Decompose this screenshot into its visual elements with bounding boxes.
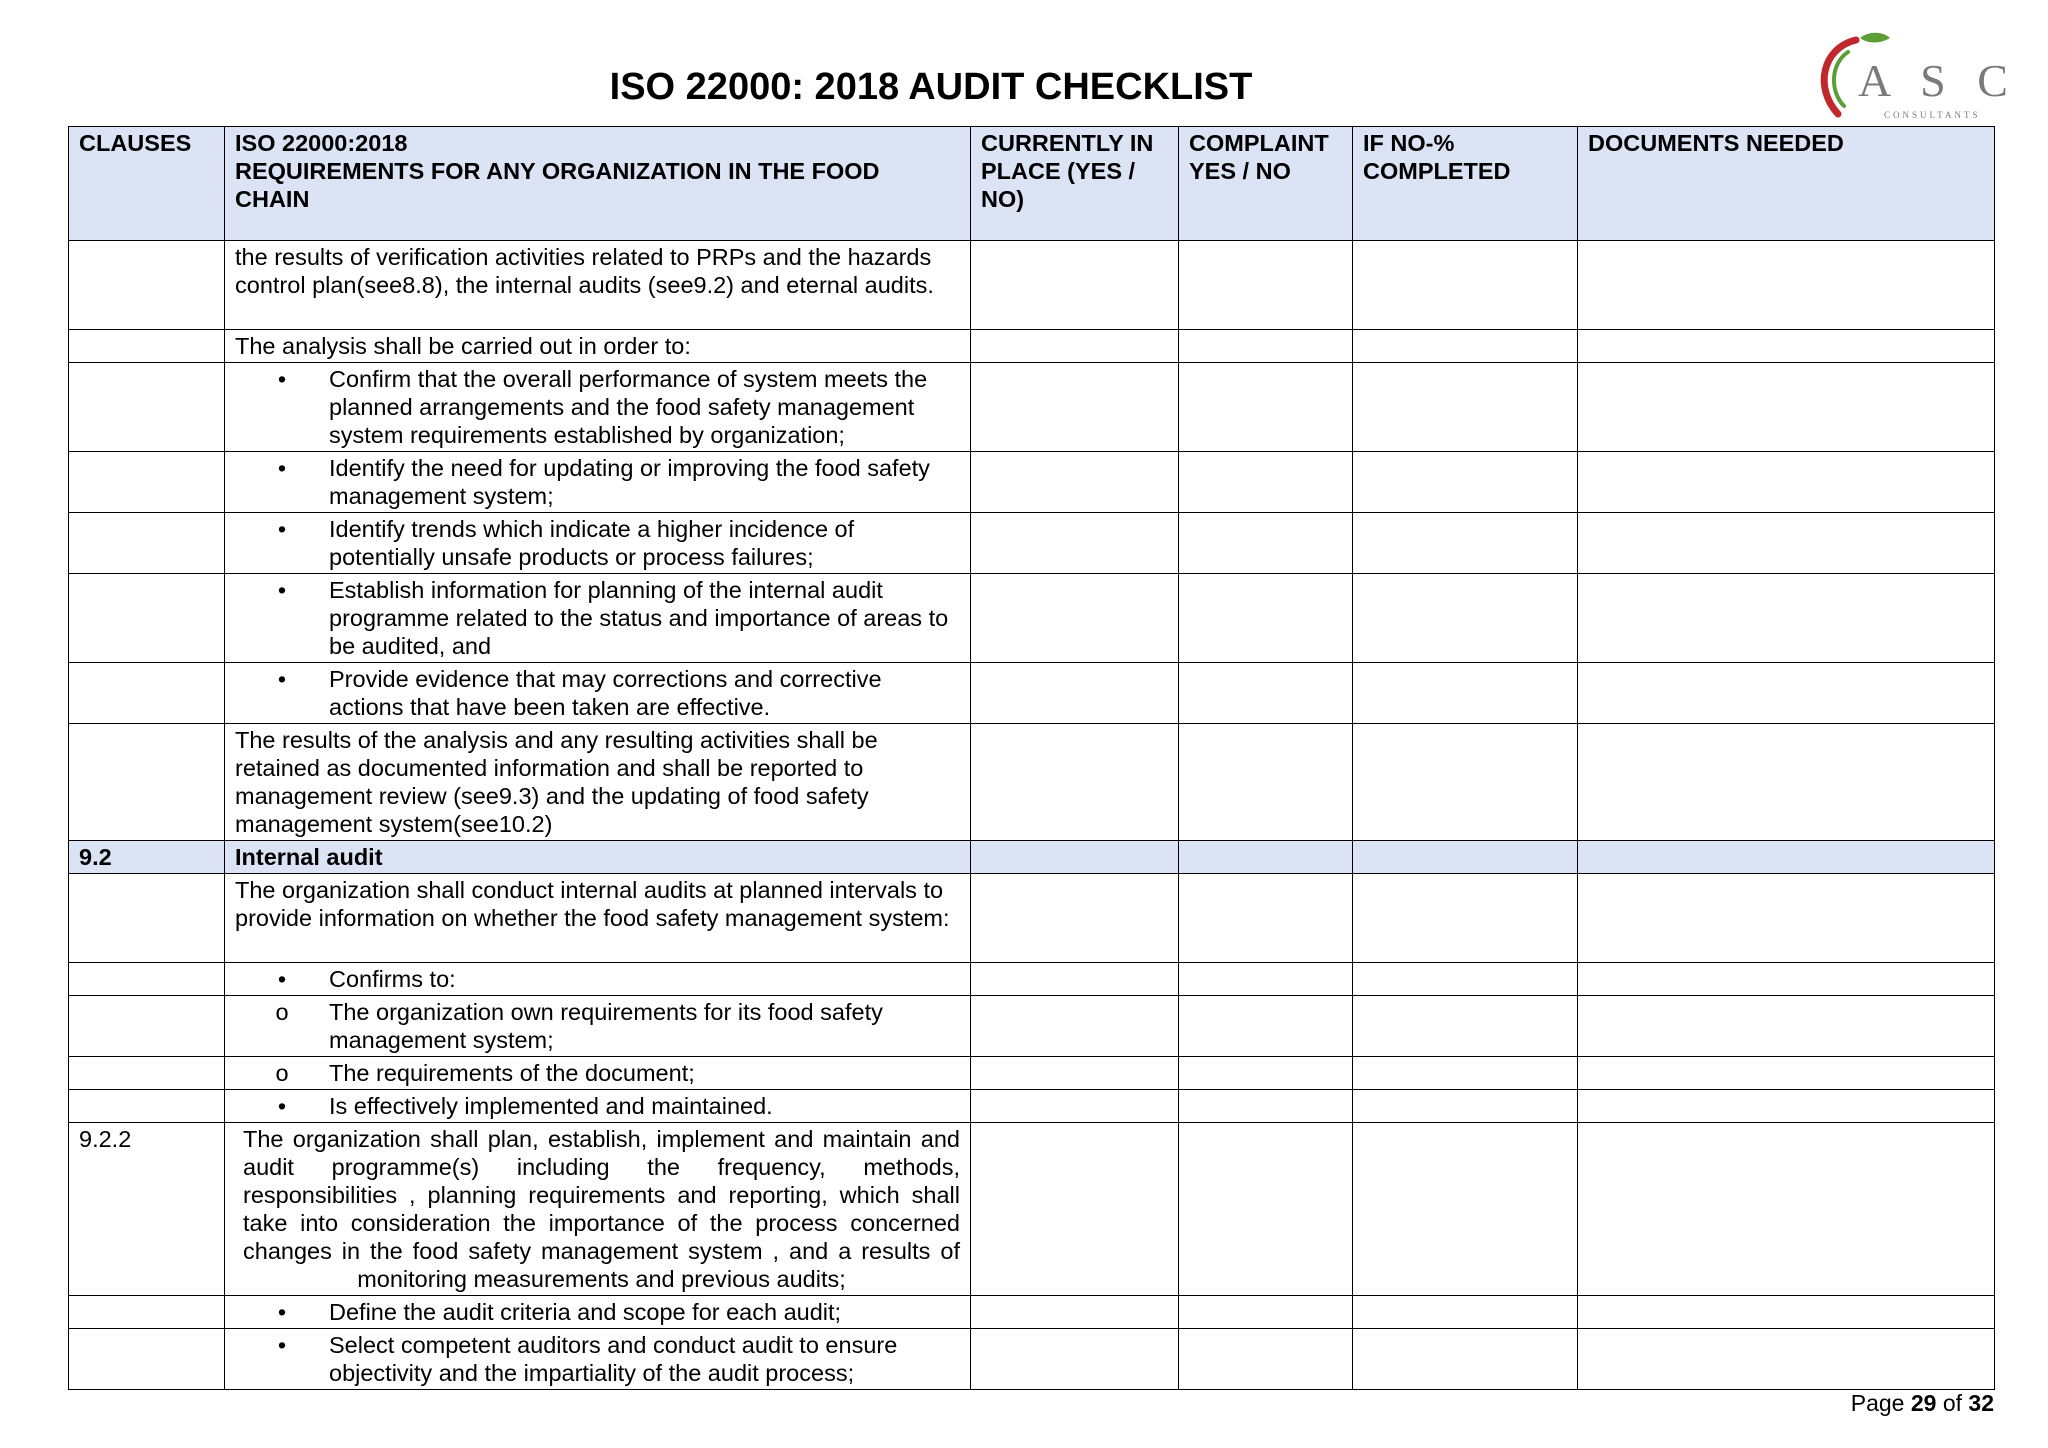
documents-cell[interactable] [1578, 841, 1995, 874]
logo-tagline: CONSULTANTS [1884, 110, 1981, 120]
complaint-cell[interactable] [1179, 963, 1353, 996]
header-currently-in-place: CURRENTLY IN PLACE (YES / NO) [971, 127, 1179, 241]
bullet-icon: • [277, 966, 287, 992]
currently-cell[interactable] [971, 330, 1179, 363]
documents-cell[interactable] [1578, 874, 1995, 963]
table-row [69, 663, 1995, 724]
currently-cell[interactable] [971, 452, 1179, 513]
documents-cell[interactable] [1578, 724, 1995, 841]
logo-mark-icon [1808, 30, 2018, 128]
header-requirements: ISO 22000:2018 REQUIREMENTS FOR ANY ORGANIZATION IN THE FOOD CHAIN [225, 127, 971, 241]
complaint-cell[interactable] [1179, 663, 1353, 724]
clause-cell: 9.2.2 [69, 1123, 225, 1296]
clause-cell [69, 724, 225, 841]
requirement-text: Is effectively implemented and maintained. [329, 1093, 773, 1119]
page-label: Page [1850, 1390, 1905, 1416]
if-no-cell[interactable] [1353, 1057, 1578, 1090]
documents-cell[interactable] [1578, 241, 1995, 330]
requirement-cell [225, 363, 971, 452]
requirement-text: Identify the need for updating or improving the food safety management system; [329, 455, 930, 509]
currently-cell[interactable] [971, 996, 1179, 1057]
if-no-cell[interactable] [1353, 452, 1578, 513]
table-row [69, 1057, 1995, 1090]
if-no-cell[interactable] [1353, 1296, 1578, 1329]
if-no-cell[interactable] [1353, 1329, 1578, 1390]
requirement-text: Define the audit criteria and scope for each audit; [329, 1299, 842, 1325]
requirement-text: The requirements of the document; [329, 1060, 695, 1086]
currently-cell[interactable] [971, 1090, 1179, 1123]
page-total: 32 [1968, 1390, 1994, 1416]
if-no-cell[interactable] [1353, 1123, 1578, 1296]
page-of-label: of [1942, 1390, 1963, 1416]
table-row [69, 874, 1995, 963]
circle-bullet-icon: o [275, 999, 289, 1025]
clause-cell [69, 996, 225, 1057]
if-no-cell[interactable] [1353, 513, 1578, 574]
clause-cell [69, 874, 225, 963]
requirement-cell [225, 241, 971, 330]
currently-cell[interactable] [971, 513, 1179, 574]
bullet-icon: • [277, 1299, 287, 1325]
documents-cell[interactable] [1578, 1329, 1995, 1390]
table-header-row [69, 127, 1995, 241]
complaint-cell[interactable] [1179, 1057, 1353, 1090]
complaint-cell[interactable] [1179, 1329, 1353, 1390]
section-row [69, 841, 1995, 874]
table-row [69, 452, 1995, 513]
currently-cell[interactable] [971, 1057, 1179, 1090]
requirement-text: The organization shall plan, establish, implement and maintain and audit programme(s) including the frequency, methods, responsibilities , planning requirements and reporting, which shall take into consideration the importance of the process concerned changes in the food safety management system , and a results of monitoring measurements and previous audits; [243, 1126, 960, 1292]
logo-letters: A S C [1858, 55, 2018, 106]
documents-cell[interactable] [1578, 513, 1995, 574]
requirement-cell [225, 1296, 971, 1329]
if-no-cell[interactable] [1353, 330, 1578, 363]
if-no-cell[interactable] [1353, 963, 1578, 996]
circle-bullet-icon: o [275, 1060, 289, 1086]
requirement-text: The results of the analysis and any resulting activities shall be retained as documented information and shall be reported to management review (see9.3) and the updating of food safety management system(see10.2) [235, 727, 878, 837]
documents-cell[interactable] [1578, 1296, 1995, 1329]
bullet-icon: • [277, 366, 287, 392]
page-current: 29 [1910, 1390, 1937, 1416]
complaint-cell[interactable] [1179, 513, 1353, 574]
bullet-icon: • [277, 516, 287, 542]
clause-cell [69, 1329, 225, 1390]
header-documents-needed: DOCUMENTS NEEDED [1578, 127, 1995, 241]
table-row [69, 1123, 1995, 1296]
requirement-text: Provide evidence that may corrections and corrective actions that have been taken are effective. [329, 666, 882, 720]
requirement-cell [225, 996, 971, 1057]
complaint-cell[interactable] [1179, 874, 1353, 963]
table-row [69, 996, 1995, 1057]
page-title: ISO 22000: 2018 AUDIT CHECKLIST [609, 66, 1253, 108]
header-complaint: COMPLAINT YES / NO [1179, 127, 1353, 241]
requirement-text: Identify trends which indicate a higher incidence of potentially unsafe products or process failures; [329, 516, 855, 570]
documents-cell[interactable] [1578, 330, 1995, 363]
if-no-cell[interactable] [1353, 996, 1578, 1057]
currently-cell[interactable] [971, 874, 1179, 963]
requirement-cell [225, 1329, 971, 1390]
bullet-icon: • [277, 1093, 287, 1119]
requirement-text: The organization own requirements for its food safety management system; [329, 999, 883, 1053]
table-row [69, 724, 1995, 841]
currently-cell[interactable] [971, 241, 1179, 330]
requirement-cell [225, 574, 971, 663]
page-number [1851, 1390, 1994, 1417]
table-row [69, 574, 1995, 663]
clause-cell [69, 963, 225, 996]
clause-cell [69, 1057, 225, 1090]
requirement-text: The organization shall conduct internal audits at planned intervals to provide information on whether the food safety management system: [235, 877, 950, 931]
currently-cell[interactable] [971, 1329, 1179, 1390]
currently-cell[interactable] [971, 363, 1179, 452]
requirement-text: Confirms to: [329, 966, 456, 992]
clause-cell [69, 574, 225, 663]
header-clauses: CLAUSES [69, 127, 225, 241]
table-row [69, 963, 1995, 996]
complaint-cell[interactable] [1179, 724, 1353, 841]
audit-checklist-table [68, 126, 1995, 1390]
currently-cell[interactable] [971, 724, 1179, 841]
currently-cell[interactable] [971, 963, 1179, 996]
table-row [69, 1090, 1995, 1123]
documents-cell[interactable] [1578, 574, 1995, 663]
table-row [69, 330, 1995, 363]
clause-cell [69, 663, 225, 724]
currently-cell[interactable] [971, 663, 1179, 724]
clause-cell [69, 1090, 225, 1123]
requirement-cell [225, 330, 971, 363]
if-no-cell[interactable] [1353, 241, 1578, 330]
bullet-icon: • [277, 666, 287, 692]
requirement-cell [225, 874, 971, 963]
requirement-cell [225, 1123, 971, 1296]
requirement-text: Select competent auditors and conduct audit to ensure objectivity and the impartiality of the audit process; [329, 1332, 898, 1386]
clause-cell [69, 330, 225, 363]
documents-cell[interactable] [1578, 1057, 1995, 1090]
currently-cell[interactable] [971, 841, 1179, 874]
documents-cell[interactable] [1578, 996, 1995, 1057]
header-if-no-completed: IF NO-% COMPLETED [1353, 127, 1578, 241]
requirement-cell [225, 963, 971, 996]
complaint-cell[interactable] [1179, 841, 1353, 874]
table-row [69, 513, 1995, 574]
currently-cell[interactable] [971, 574, 1179, 663]
if-no-cell[interactable] [1353, 363, 1578, 452]
clause-cell [69, 241, 225, 330]
complaint-cell[interactable] [1179, 1296, 1353, 1329]
complaint-cell[interactable] [1179, 363, 1353, 452]
requirement-text: Establish information for planning of the internal audit programme related to the status and importance of areas to be audited, and [329, 577, 949, 659]
complaint-cell[interactable] [1179, 452, 1353, 513]
table-row [69, 1296, 1995, 1329]
if-no-cell[interactable] [1353, 724, 1578, 841]
bullet-icon: • [277, 577, 287, 603]
section-title: Internal audit [235, 844, 383, 870]
requirement-text: Confirm that the overall performance of system meets the planned arrangements and the food safety management system requirements established by organization; [329, 366, 928, 448]
currently-cell[interactable] [971, 1296, 1179, 1329]
requirement-cell [225, 513, 971, 574]
bullet-icon: • [277, 455, 287, 481]
requirement-cell [225, 841, 971, 874]
if-no-cell[interactable] [1353, 1090, 1578, 1123]
asc-logo [1808, 30, 2018, 128]
clause-cell: 9.2 [69, 841, 225, 874]
documents-cell[interactable] [1578, 963, 1995, 996]
if-no-cell[interactable] [1353, 874, 1578, 963]
currently-cell[interactable] [971, 1123, 1179, 1296]
complaint-cell[interactable] [1179, 996, 1353, 1057]
requirement-cell [225, 724, 971, 841]
complaint-cell[interactable] [1179, 330, 1353, 363]
if-no-cell[interactable] [1353, 663, 1578, 724]
table-row [69, 1329, 1995, 1390]
requirement-cell [225, 663, 971, 724]
requirement-text: the results of verification activities related to PRPs and the hazards control plan(see8.8), the internal audits (see9.2) and eternal audits. [235, 244, 934, 298]
clause-cell [69, 452, 225, 513]
documents-cell[interactable] [1578, 663, 1995, 724]
complaint-cell[interactable] [1179, 241, 1353, 330]
if-no-cell[interactable] [1353, 841, 1578, 874]
clause-cell [69, 513, 225, 574]
documents-cell[interactable] [1578, 1123, 1995, 1296]
documents-cell[interactable] [1578, 1090, 1995, 1123]
bullet-icon: • [277, 1332, 287, 1358]
documents-cell[interactable] [1578, 363, 1995, 452]
complaint-cell[interactable] [1179, 574, 1353, 663]
requirement-cell [225, 1057, 971, 1090]
complaint-cell[interactable] [1179, 1090, 1353, 1123]
documents-cell[interactable] [1578, 452, 1995, 513]
if-no-cell[interactable] [1353, 574, 1578, 663]
complaint-cell[interactable] [1179, 1123, 1353, 1296]
clause-cell [69, 1296, 225, 1329]
requirement-text: The analysis shall be carried out in order to: [235, 333, 691, 359]
table-row [69, 241, 1995, 330]
table-row [69, 363, 1995, 452]
requirement-cell [225, 1090, 971, 1123]
clause-cell [69, 363, 225, 452]
requirement-cell [225, 452, 971, 513]
